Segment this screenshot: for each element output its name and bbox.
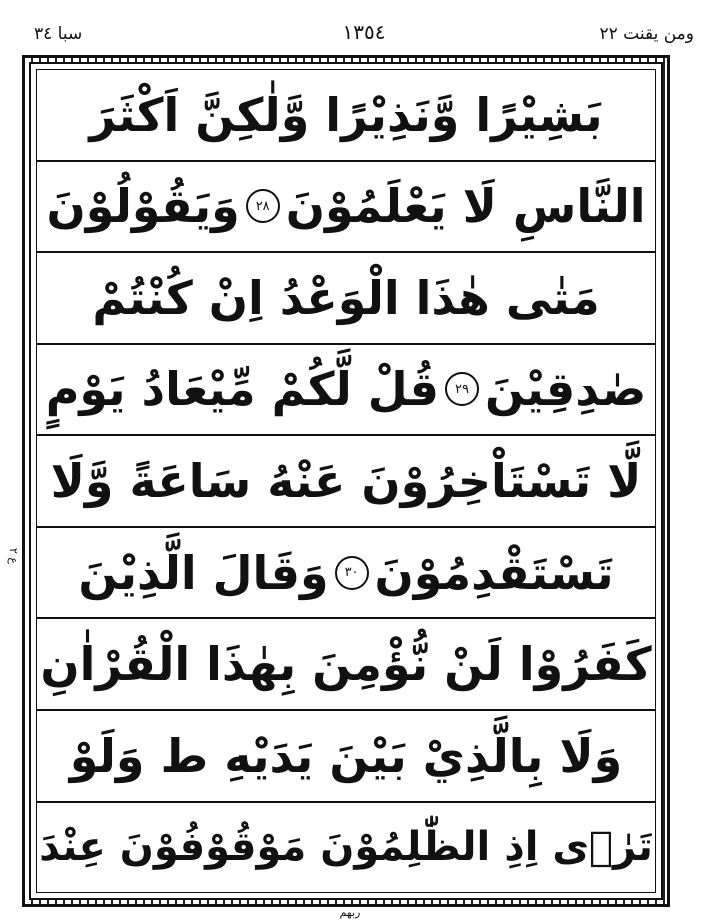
verse-text: تَسْتَقْدِمُوْنَ bbox=[374, 545, 614, 600]
ayah-number-marker: ٢٩ bbox=[445, 372, 479, 406]
text-line bbox=[37, 436, 655, 528]
verse-text: النَّاسِ لَا يَعْلَمُوْنَ bbox=[285, 179, 646, 234]
verse-text: مَتٰى هٰذَا الْوَعْدُ اِنْ كُنْتُمْ bbox=[92, 270, 600, 325]
verse-text: قُلْ لَّكُمْ مِّيْعَادُ يَوْمٍ bbox=[45, 362, 439, 417]
page-header bbox=[30, 20, 698, 52]
page-border bbox=[22, 55, 670, 907]
text-line bbox=[37, 711, 655, 803]
footer-catchword: ربهم bbox=[339, 906, 361, 919]
text-line bbox=[37, 70, 655, 162]
header-surah-name: سبا ٣٤ bbox=[34, 24, 83, 44]
verse-text: بَشِيْرًا وَّنَذِيْرًا وَّلٰكِنَّ اَكْثَرَ bbox=[89, 87, 603, 142]
verse-text: كَفَرُوْا لَنْ نُّؤْمِنَ بِهٰذَا الْقُرْاٰنِ bbox=[40, 637, 652, 692]
verse-text: وَيَقُوْلُوْنَ bbox=[46, 179, 240, 234]
text-line bbox=[37, 162, 655, 254]
header-page-number: ١٣٥٤ bbox=[342, 20, 386, 44]
verse-text: وَلَا بِالَّذِيْ بَيْنَ يَدَيْهِ ط وَلَوْ bbox=[69, 728, 623, 783]
text-line bbox=[37, 803, 655, 893]
verse-text: لَّا تَسْتَاْخِرُوْنَ عَنْهُ سَاعَةً وَّلَا bbox=[50, 454, 642, 509]
verse-text: وَقَالَ الَّذِيْنَ bbox=[78, 545, 329, 600]
page-border-inner bbox=[29, 62, 663, 900]
text-line bbox=[37, 253, 655, 345]
text-line bbox=[37, 619, 655, 711]
verse-text: تَرٰۤى اِذِ الظّٰلِمُوْنَ مَوْقُوْفُوْنَ عِنْدَ bbox=[39, 824, 653, 871]
header-juz-name: ومن يقنت ٢٢ bbox=[599, 24, 694, 44]
text-line bbox=[37, 345, 655, 437]
text-line bbox=[37, 528, 655, 620]
text-lines bbox=[36, 69, 656, 893]
ruku-marker: ع ٢ bbox=[7, 548, 20, 564]
verse-text: صٰدِقِيْنَ bbox=[484, 362, 647, 417]
ayah-number-marker: ٢٨ bbox=[246, 189, 280, 223]
ayah-number-marker: ٣٠ bbox=[335, 556, 369, 590]
